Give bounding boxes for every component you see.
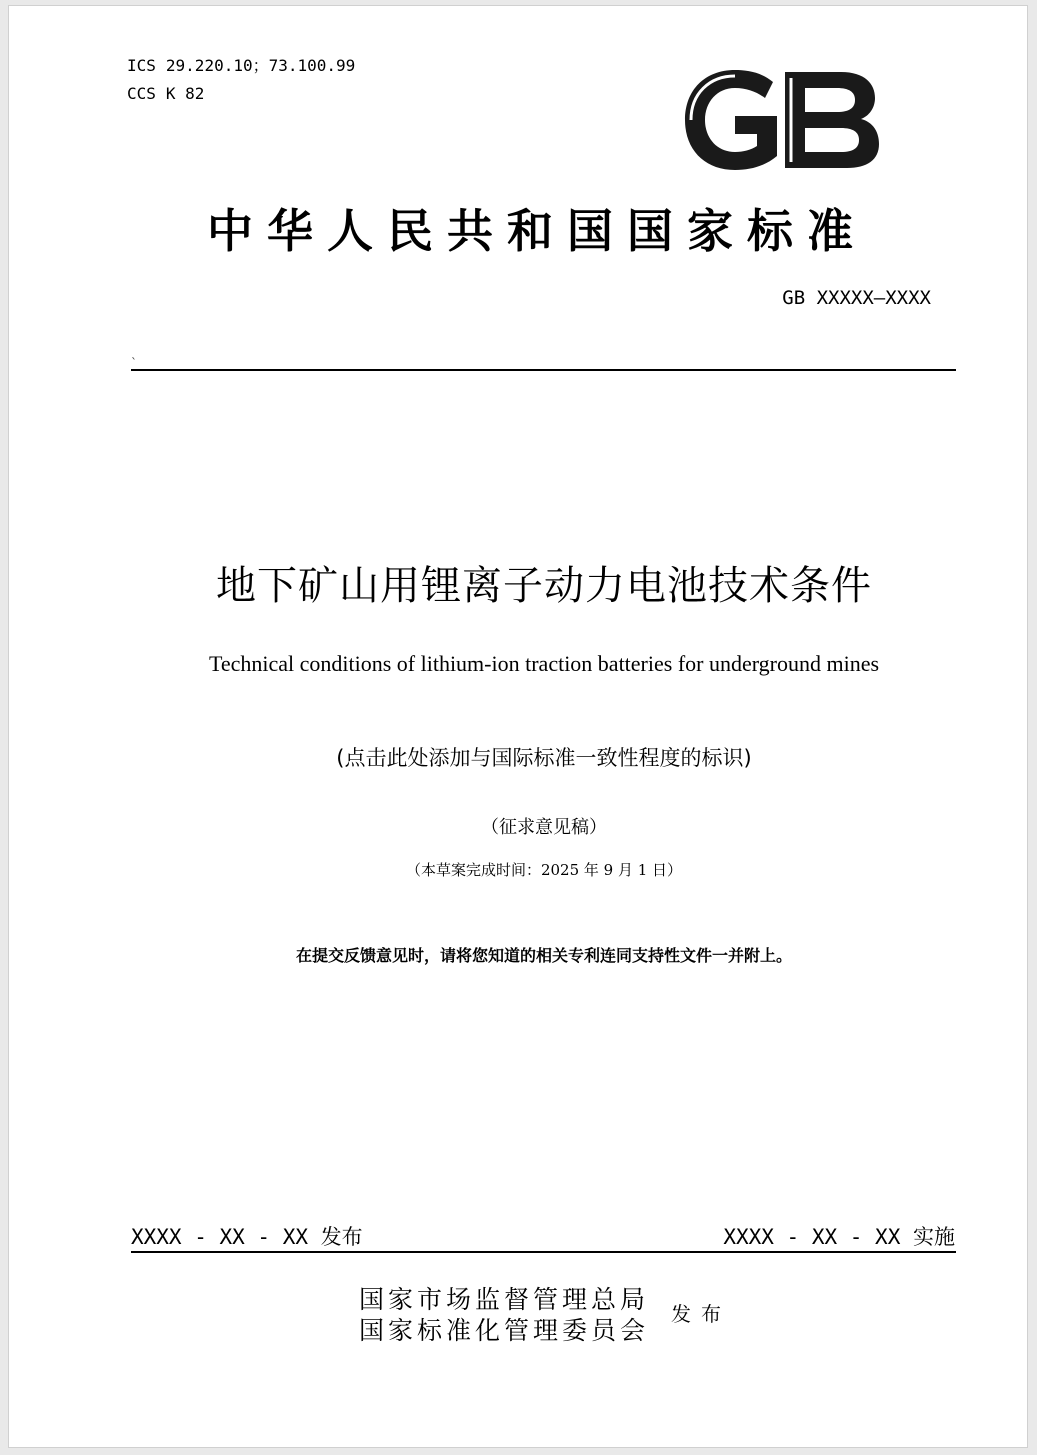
implementation-date: XXXX - XX - XX 实施 xyxy=(723,1225,955,1249)
ics-code xyxy=(127,56,355,76)
ics-value: 29.220.10；73.100.99 xyxy=(165,56,356,75)
standard-title-english: Technical conditions of lithium-ion traction batteries for underground mines xyxy=(208,651,880,676)
draft-completion-date: （本草案完成时间：2025 年 9 月 1 日） xyxy=(405,861,683,879)
publisher-samr: 国家市场监督管理总局 xyxy=(359,1285,650,1314)
gb-logo-icon xyxy=(681,68,881,172)
header-divider xyxy=(131,369,956,371)
national-standard-title: 中华人民共和国国家标准 xyxy=(207,204,867,258)
ics-label: ICS xyxy=(127,56,156,75)
conformity-placeholder[interactable]: (点击此处添加与国际标准一致性程度的标识) xyxy=(336,746,752,770)
standard-number: GB XXXXX—XXXX xyxy=(782,287,931,309)
ccs-code xyxy=(127,84,204,104)
footer-divider xyxy=(131,1251,956,1253)
tick-mark: ` xyxy=(131,356,137,370)
publish-label: 发布 xyxy=(671,1302,731,1326)
ccs-label: CCS xyxy=(127,84,156,103)
standard-title-chinese: 地下矿山用锂离子动力电池技术条件 xyxy=(216,563,872,609)
ccs-value: K 82 xyxy=(165,84,205,103)
patent-notice: 在提交反馈意见时，请将您知道的相关专利连同支持性文件一并附上。 xyxy=(295,946,792,965)
draft-type: （征求意见稿） xyxy=(481,817,607,838)
publisher-sac: 国家标准化管理委员会 xyxy=(359,1316,650,1345)
publishers xyxy=(359,1284,649,1346)
document-page xyxy=(8,5,1028,1448)
issue-date: XXXX - XX - XX 发布 xyxy=(131,1225,363,1249)
